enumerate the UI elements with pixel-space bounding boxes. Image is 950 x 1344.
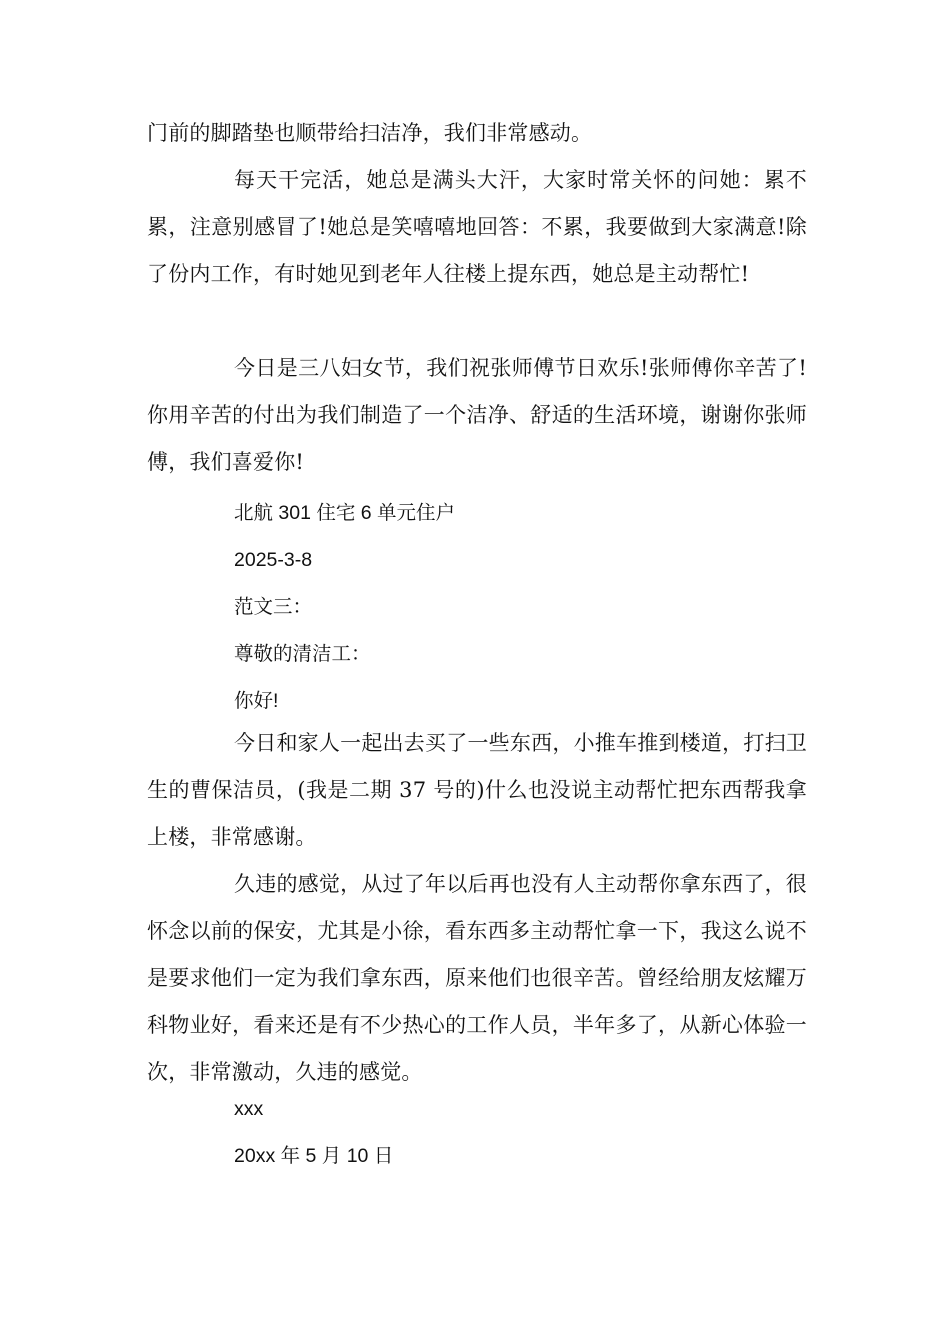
signature-line: 北航 301 住宅 6 单元住户 bbox=[234, 502, 456, 524]
salutation-line: 尊敬的清洁工： bbox=[234, 643, 371, 665]
paragraph-5: 久违的感觉，从过了年以后再也没有人主动帮你拿东西了，很怀念以前的保安，尤其是小徐，看东西多主动帮忙拿一下，我这么说不是要求他们一定为我们拿东西，原来他们也很辛苦。曾经给朋友炫耀万科物业好，看来还是有不少热心的工作人员，半年多了，从新心体验一次，非常激动，久违的感觉。 bbox=[147, 872, 807, 1084]
paragraph-4: 今日和家人一起出去买了一些东西，小推车推到楼道，打扫卫生的曹保洁员，(我是二期 37 号的)什么也没说主动帮忙把东西帮我拿上楼，非常感谢。 bbox=[147, 731, 807, 849]
paragraph-1: 门前的脚踏垫也顺带给扫洁净，我们非常感动。 bbox=[147, 121, 593, 145]
date-line-2: 20xx 年 5 月 10 日 bbox=[234, 1145, 394, 1167]
section-title: 范文三： bbox=[234, 596, 313, 618]
paragraph-3: 今日是三八妇女节，我们祝张师傅节日欢乐!张师傅你辛苦了!你用辛苦的付出为我们制造了一个洁净、舒适的生活环境，谢谢你张师傅，我们喜爱你! bbox=[147, 356, 807, 474]
date-line: 2025-3-8 bbox=[234, 549, 313, 571]
paragraph-2: 每天干完活，她总是满头大汗，大家时常关怀的问她：累不累，注意别感冒了!她总是笑嘻嘻地回答：不累，我要做到大家满意!除了份内工作，有时她见到老年人往楼上提东西，她总是主动帮忙! bbox=[147, 168, 807, 286]
greeting-line: 你好! bbox=[234, 690, 279, 712]
signature-line-2: xxx bbox=[234, 1098, 264, 1120]
